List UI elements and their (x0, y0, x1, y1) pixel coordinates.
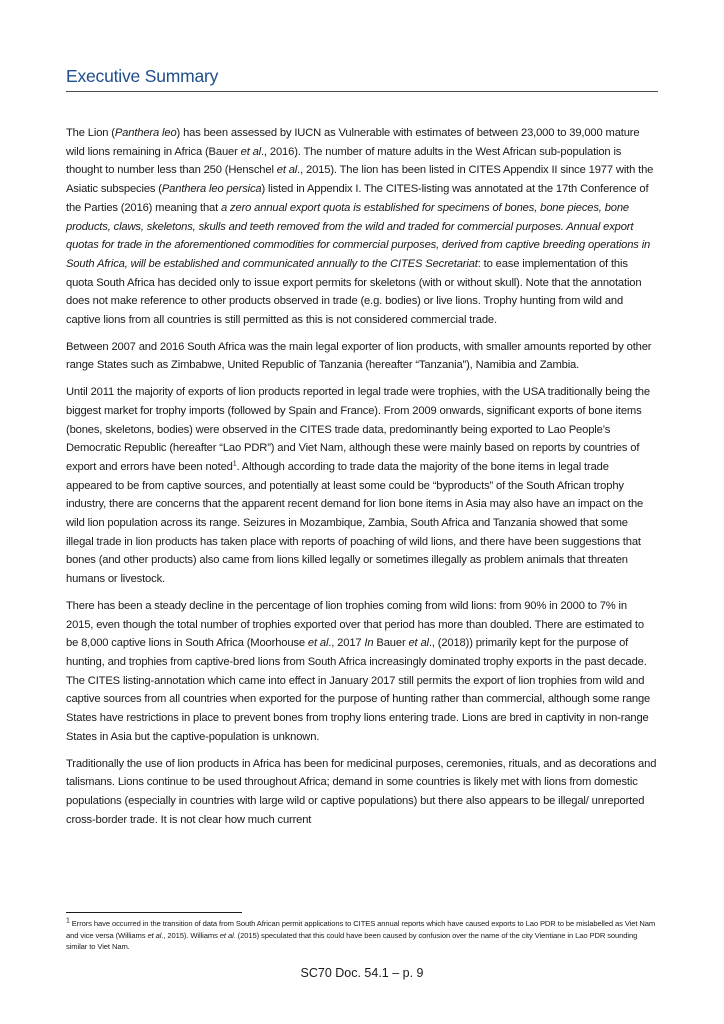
italic-run: et al (147, 930, 162, 940)
text-run: (2015) speculated that this could have been caused by confusion over the name of the city Vientiane in Lao PDR sounding similar to Viet Nam. (66, 930, 638, 952)
italic-run: Panthera leo (114, 127, 177, 139)
text-run: There has been a steady decline in the percentage of lion trophies coming from wild lions: from 90% in 2000 to 7% in 2015, even though the total number of trophies exported over that period has more than doubled. There are estimated to be 8,000 captive lions in South Africa (Moorhouse (66, 599, 644, 650)
text-run: ) has been assessed by IUCN as Vulnerable with estimates of between 23,000 to 39,000 mature wild lions remaining in Africa (Bauer (66, 127, 640, 158)
paragraph-3 (66, 383, 657, 589)
italic-run: Panthera leo persica (161, 183, 262, 196)
footnote-ref[interactable]: 1 (232, 460, 237, 468)
page-footer: SC70 Doc. 54.1 – p. 9 (300, 966, 424, 980)
italic-run: et al (276, 164, 298, 177)
body-text (66, 124, 657, 837)
text-run: : to ease implementation of this quota South Africa has decided only to issue export permits for skeletons (with or without skull). Note that the annotation does not make reference to other products observed in trade (e.g. bodies) or live lions. Trophy hunting from wild and captive lions from all countries is still permitted as this is not considered commercial trade. (66, 257, 642, 327)
footnote-divider (66, 912, 242, 913)
text-run: ., 2015). Williams (161, 930, 220, 940)
footnote-marker: 1 (66, 917, 70, 925)
italic-run: In (364, 637, 374, 650)
italic-run: et al (307, 637, 329, 650)
text-run: ., (2018)) primarily kept for the purpose of hunting, and trophies from captive-bred lions from South Africa increasingly dominated trophy exports in the past decade. The CITES listing-annotation which came into effect in January 2017 still permits the export of lion trophies from wild and captive sources from all countries when exported for the purpose of hunting rather than commercial, although some range States have restrictions in place to prevent bones from trophy lions entering trade. Lions are bred in captivity in non-range States in Asia but the captive-population is unknown. (66, 637, 651, 743)
italic-run: et al (240, 145, 262, 158)
italic-run: et al (408, 637, 429, 650)
paragraph-4 (66, 597, 657, 747)
section-heading: Executive Summary (66, 66, 658, 92)
footnote (66, 918, 657, 953)
text-run: . Although according to trade data the majority of the bone items in legal trade appeared to be from captive sources, and potentially at least some could be “byproducts” of the South African trophy industry, there are concerns that the apparent recent demand for lion bone items in Asia may also have an impact on the wild lion population across its range. Seizures in Mozambique, Zambia, South Africa and Tanzania showed that some illegal trade in lion products has taken place with reports of poaching of wild lions, and there have been suggestions that bones (and other products) also came from lions killed legally or sometimes illegally as problem animals that threaten humans or livestock. (66, 460, 644, 586)
paragraph-2: Between 2007 and 2016 South Africa was the main legal exporter of lion products, with smaller amounts reported by other range States such as Zimbabwe, United Republic of Tanzania (hereafter “Tanzania”), Namibia and Zambia. (66, 340, 652, 372)
text-run: The Lion ( (66, 127, 115, 139)
text-run: Bauer (373, 637, 409, 650)
annotation-quote: a zero annual export quota is established for specimens of bones, bone pieces, bone products, claws, skeletons, skulls and teeth removed from the wild and traded for commercial purposes. Annual export quotas for trade in the aforementioned commodities for commercial purposes, derived from captive breeding operations in South Africa, will be established and communicated annually to the CITES Secretariat (66, 201, 651, 270)
text-run: ., 2015). The lion has been listed in CITES Appendix II since 1977 with the Asiatic subspecies ( (66, 164, 654, 196)
text-run: Until 2011 the majority of exports of lion products reported in legal trade were trophies, with the USA traditionally being the biggest market for trophy imports (followed by Spain and France). From 2009 onwards, significant exports of bone items (bones, skeletons, bodies) were observed in the CITES trade data, predominantly being exported to Lao People’s Democratic Republic (hereafter “Lao PDR”) and Viet Nam, although these were mainly based on reports by countries of export and errors have been noted (66, 386, 650, 473)
text-run: ) listed in Appendix I. The CITES-listing was annotated at the 17th Conference of the Parties (2016) meaning that (66, 183, 649, 214)
paragraph-5: Traditionally the use of lion products in Africa has been for medicinal purposes, ceremonies, rituals, and as decorations and talismans. Lions continue to be used throughout Africa; demand in some countries is likely met with lions from domestic populations (especially in countries with large wild or captive populations) but there also appears to be illegal/ unreported cross-border trade. It is not clear how much current (66, 757, 657, 826)
paragraph-1 (66, 124, 657, 330)
text-run: ., 2016). The number of mature adults in the West African sub-population is thought to number less than 250 (Henschel (66, 145, 622, 177)
text-run: ., 2017 (328, 637, 365, 650)
italic-run: et al. (219, 930, 236, 940)
text-run: Errors have occurred in the transition of data from South African permit applications to CITES annual reports which have caused exports to Lao PDR to be mislabelled as Viet Nam and vice versa (Williams (66, 919, 656, 940)
